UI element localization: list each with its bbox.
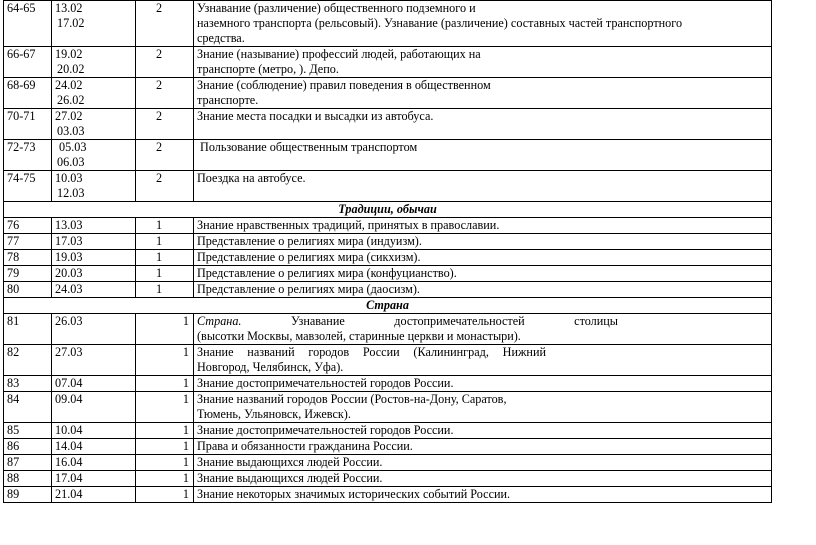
- section-heading-traditions: Традиции, обычаи: [4, 202, 772, 218]
- table-row: [4, 392, 772, 423]
- lesson-topic: Знание (называние) профессий людей, работающих на транспорте (метро, ). Депо.: [194, 47, 772, 78]
- lesson-number: 74-75: [4, 171, 52, 202]
- lesson-hours: 1: [136, 471, 194, 487]
- lesson-date: 17.03: [52, 234, 136, 250]
- table-row: [4, 250, 772, 266]
- lesson-dates: 13.02 17.02: [52, 1, 136, 47]
- lesson-topic: Узнавание (различение) общественного подземного и наземного транспорта (рельсовый). Узнавание (различение) составных частей транспортного средства.: [194, 1, 772, 47]
- lesson-number: 66-67: [4, 47, 52, 78]
- table-row: [4, 109, 772, 140]
- lesson-dates: 27.02 03.03: [52, 109, 136, 140]
- lesson-hours: 1: [136, 234, 194, 250]
- lesson-number: 64-65: [4, 1, 52, 47]
- lesson-number: 83: [4, 376, 52, 392]
- lesson-hours: 2: [136, 47, 194, 78]
- lesson-topic: Знание названий городов России (Калининград, Нижний Новгород, Челябинск, Уфа).: [194, 345, 772, 376]
- lesson-number: 84: [4, 392, 52, 423]
- lesson-topic: Знание выдающихся людей России.: [194, 455, 772, 471]
- lesson-hours: 2: [136, 109, 194, 140]
- table-row: [4, 47, 772, 78]
- lesson-date: 09.04: [52, 392, 136, 423]
- lesson-number: 85: [4, 423, 52, 439]
- lesson-date: 21.04: [52, 487, 136, 503]
- lesson-hours: 1: [136, 314, 194, 345]
- lesson-topic: Представление о религиях мира (индуизм).: [194, 234, 772, 250]
- lesson-hours: 1: [136, 423, 194, 439]
- lesson-topic: Представление о религиях мира (конфуцианство).: [194, 266, 772, 282]
- lesson-number: 68-69: [4, 78, 52, 109]
- lesson-topic: Знание достопримечательностей городов России.: [194, 376, 772, 392]
- lesson-number: 89: [4, 487, 52, 503]
- table-row: [4, 487, 772, 503]
- lesson-topic: Поездка на автобусе.: [194, 171, 772, 202]
- lesson-hours: 2: [136, 140, 194, 171]
- table-row: [4, 78, 772, 109]
- table-row: [4, 1, 772, 47]
- lesson-hours: 1: [136, 345, 194, 376]
- lesson-hours: 2: [136, 171, 194, 202]
- lesson-number: 86: [4, 439, 52, 455]
- lesson-hours: 1: [136, 455, 194, 471]
- lesson-date: 19.03: [52, 250, 136, 266]
- lesson-topic: Пользование общественным транспортом: [194, 140, 772, 171]
- lesson-date: 13.03: [52, 218, 136, 234]
- table-row: [4, 439, 772, 455]
- table-row: [4, 140, 772, 171]
- lesson-hours: 1: [136, 282, 194, 298]
- lesson-hours: 1: [136, 250, 194, 266]
- lesson-hours: 1: [136, 392, 194, 423]
- lesson-number: 87: [4, 455, 52, 471]
- lesson-number: 80: [4, 282, 52, 298]
- lesson-hours: 2: [136, 78, 194, 109]
- lesson-topic: Представление о религиях мира (даосизм).: [194, 282, 772, 298]
- lesson-date: 17.04: [52, 471, 136, 487]
- lesson-topic: Страна. Узнавание достопримечательностей столицы (высотки Москвы, мавзолей, старинные церкви и монастыри).: [194, 314, 772, 345]
- table-row: [4, 282, 772, 298]
- lesson-dates: 19.02 20.02: [52, 47, 136, 78]
- lesson-topic: Представление о религиях мира (сикхизм).: [194, 250, 772, 266]
- lesson-topic: Знание некоторых значимых исторических событий России.: [194, 487, 772, 503]
- lesson-hours: 1: [136, 487, 194, 503]
- lesson-hours: 1: [136, 439, 194, 455]
- lesson-number: 88: [4, 471, 52, 487]
- lesson-dates: 10.03 12.03: [52, 171, 136, 202]
- lesson-topic: Знание нравственных традиций, принятых в православии.: [194, 218, 772, 234]
- table-row: [4, 423, 772, 439]
- table-row: [4, 218, 772, 234]
- lesson-number: 72-73: [4, 140, 52, 171]
- lesson-topic: Знание достопримечательностей городов России.: [194, 423, 772, 439]
- section-row: [4, 202, 772, 218]
- lesson-number: 81: [4, 314, 52, 345]
- lesson-number: 76: [4, 218, 52, 234]
- lesson-date: 10.04: [52, 423, 136, 439]
- lesson-hours: 1: [136, 218, 194, 234]
- lesson-date: 14.04: [52, 439, 136, 455]
- lesson-hours: 2: [136, 1, 194, 47]
- table-row: [4, 266, 772, 282]
- section-row: [4, 298, 772, 314]
- lesson-topic: Знание (соблюдение) правил поведения в общественном транспорте.: [194, 78, 772, 109]
- lesson-date: 16.04: [52, 455, 136, 471]
- lesson-date: 20.03: [52, 266, 136, 282]
- table-row: [4, 455, 772, 471]
- lesson-number: 82: [4, 345, 52, 376]
- lesson-number: 79: [4, 266, 52, 282]
- table-row: [4, 345, 772, 376]
- table-row: [4, 314, 772, 345]
- lesson-topic: Знание места посадки и высадки из автобуса.: [194, 109, 772, 140]
- lesson-hours: 1: [136, 376, 194, 392]
- lesson-topic: Знание названий городов России (Ростов-на-Дону, Саратов, Тюмень, Ульяновск, Ижевск).: [194, 392, 772, 423]
- lesson-number: 70-71: [4, 109, 52, 140]
- table-row: [4, 376, 772, 392]
- lesson-topic: Знание выдающихся людей России.: [194, 471, 772, 487]
- lesson-topic: Права и обязанности гражданина России.: [194, 439, 772, 455]
- table-row: [4, 471, 772, 487]
- lesson-number: 77: [4, 234, 52, 250]
- lesson-date: 27.03: [52, 345, 136, 376]
- table-row: [4, 234, 772, 250]
- lesson-date: 07.04: [52, 376, 136, 392]
- lesson-hours: 1: [136, 266, 194, 282]
- table-row: [4, 171, 772, 202]
- lesson-date: 24.03: [52, 282, 136, 298]
- lesson-date: 26.03: [52, 314, 136, 345]
- lesson-plan-table: [3, 0, 772, 503]
- lesson-dates: 05.03 06.03: [52, 140, 136, 171]
- section-heading-country: Страна: [4, 298, 772, 314]
- lesson-number: 78: [4, 250, 52, 266]
- lesson-dates: 24.02 26.02: [52, 78, 136, 109]
